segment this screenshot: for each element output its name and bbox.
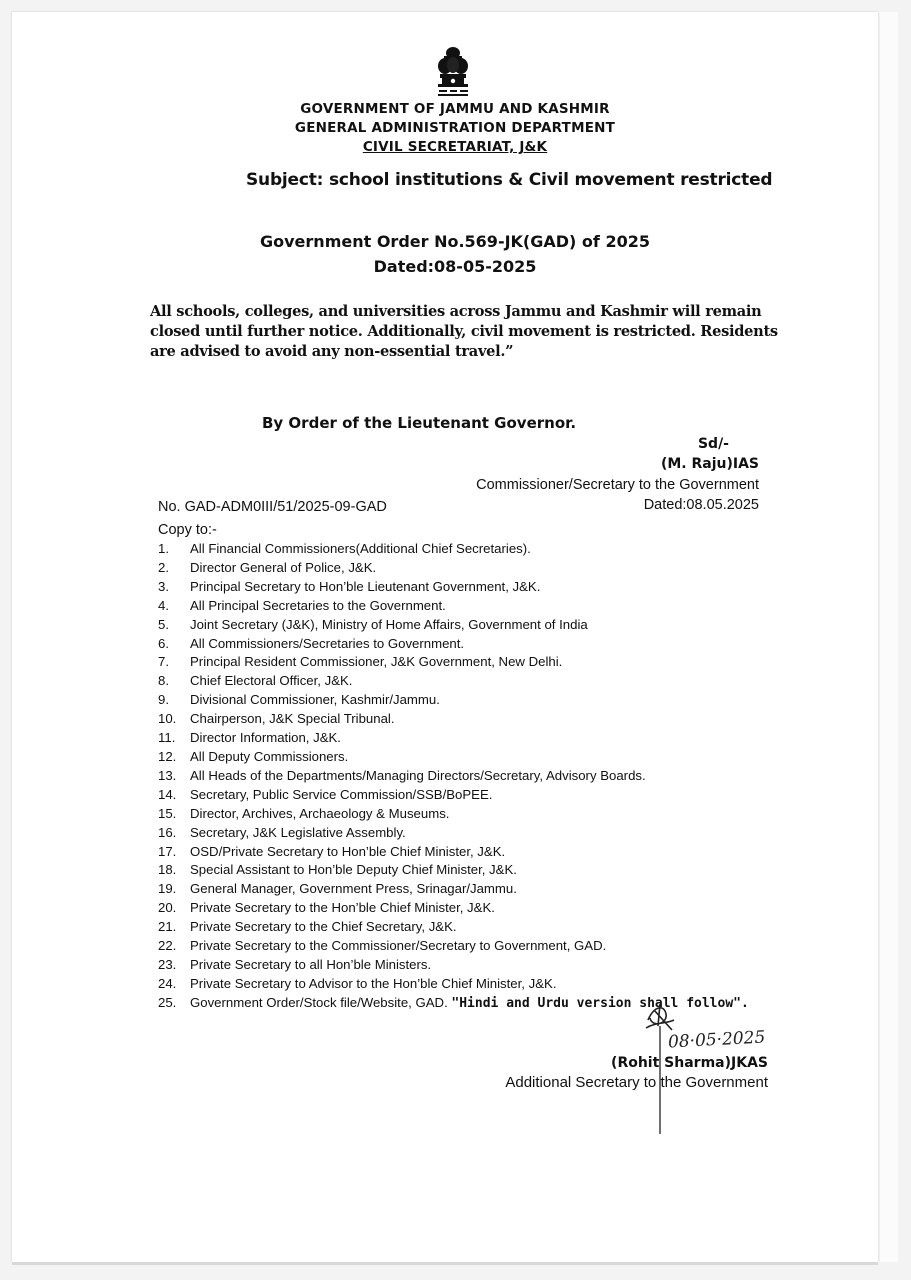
order-body: All schools, colleges, and universities across Jammu and Kashmir will remain closed until further notice. Additionally, civil movement is restricted. Residents are advised to avoid any non-essential travel.” — [150, 303, 778, 360]
list-item-last: 25. Government Order/Stock file/Website, GAD. "Hindi and Urdu version shall follow". — [158, 994, 749, 1011]
list-item: 24. Private Secretary to Advisor to the Hon’ble Chief Minister, J&K. — [158, 975, 557, 991]
list-item: 10. Chairperson, J&K Special Tribunal. — [158, 711, 395, 727]
list-item: 17. OSD/Private Secretary to Hon’ble Chief Minister, J&K. — [158, 843, 506, 859]
reference-date: Dated:08.05.2025 — [643, 497, 759, 513]
signed-mark: Sd/- — [697, 436, 729, 452]
signatory2-title: Additional Secretary to the Government — [505, 1074, 768, 1091]
list-item: 2. Director General of Police, J&K. — [158, 559, 377, 575]
list-item: 16. Secretary, J&K Legislative Assembly. — [158, 824, 406, 840]
list-item: 22. Private Secretary to the Commissioner/Secretary to Government, GAD. — [158, 938, 607, 954]
header-department: GENERAL ADMINISTRATION DEPARTMENT — [294, 120, 616, 136]
list-item: 15. Director, Archives, Archaeology & Museums. — [158, 805, 450, 821]
page-bottom-edge — [12, 1262, 878, 1265]
copy-to-list — [158, 540, 778, 1014]
handwritten-date: 08·05·2025 — [667, 1027, 766, 1053]
last-item-text: Government Order/Stock file/Website, GAD. — [190, 994, 452, 1010]
list-item: 5. Joint Secretary (J&K), Ministry of Home Affairs, Government of India — [158, 616, 588, 632]
list-item: 13. All Heads of the Departments/Managing Directors/Secretary, Advisory Boards. — [158, 767, 646, 783]
copy-to-label: Copy to:- — [158, 522, 217, 538]
translation-note: "Hindi and Urdu version shall follow". — [451, 995, 749, 1011]
list-item: 9. Divisional Commissioner, Kashmir/Jammu. — [158, 692, 440, 708]
header-secretariat: CIVIL SECRETARIAT, J&K — [362, 139, 548, 155]
list-item: 19. General Manager, Government Press, Srinagar/Jammu. — [158, 881, 517, 897]
list-item: 21. Private Secretary to the Chief Secretary, J&K. — [158, 919, 457, 935]
list-item: 7. Principal Resident Commissioner, J&K Government, New Delhi. — [158, 654, 563, 670]
order-date: Dated:08-05-2025 — [373, 257, 537, 276]
list-item: 23. Private Secretary to all Hon’ble Ministers. — [158, 956, 432, 972]
list-item: 12. All Deputy Commissioners. — [158, 748, 349, 764]
national-emblem-icon — [430, 46, 476, 102]
list-item: 4. All Principal Secretaries to the Government. — [158, 597, 446, 613]
list-item: 8. Chief Electoral Officer, J&K. — [158, 673, 353, 689]
signatory-name: (M. Raju)IAS — [660, 456, 759, 472]
page-edge — [880, 12, 898, 1262]
signatory-title: Commissioner/Secretary to the Government — [476, 477, 759, 493]
list-item: 1. All Financial Commissioners(Additional Chief Secretaries). — [158, 541, 531, 556]
list-item: 6. All Commissioners/Secretaries to Government. — [158, 635, 465, 651]
list-item: 20. Private Secretary to the Hon’ble Chief Minister, J&K. — [158, 900, 495, 916]
by-order-line: By Order of the Lieutenant Governor. — [262, 414, 577, 432]
reference-number: No. GAD-ADM0III/51/2025-09-GAD — [158, 499, 387, 515]
list-item: 11. Director Information, J&K. — [158, 730, 341, 746]
subject-line: Subject: school institutions & Civil movement restricted — [246, 170, 773, 190]
order-number: Government Order No.569-JK(GAD) of 2025 — [260, 232, 650, 251]
list-item: 14. Secretary, Public Service Commission/SSB/BoPEE. — [158, 786, 493, 802]
list-item: 18. Special Assistant to Hon’ble Deputy Chief Minister, J&K. — [158, 862, 517, 878]
header-government: GOVERNMENT OF JAMMU AND KASHMIR — [300, 101, 610, 117]
list-item: 3. Principal Secretary to Hon’ble Lieutenant Government, J&K. — [158, 578, 541, 594]
signatory2-name: (Rohit Sharma)JKAS — [611, 1055, 768, 1071]
